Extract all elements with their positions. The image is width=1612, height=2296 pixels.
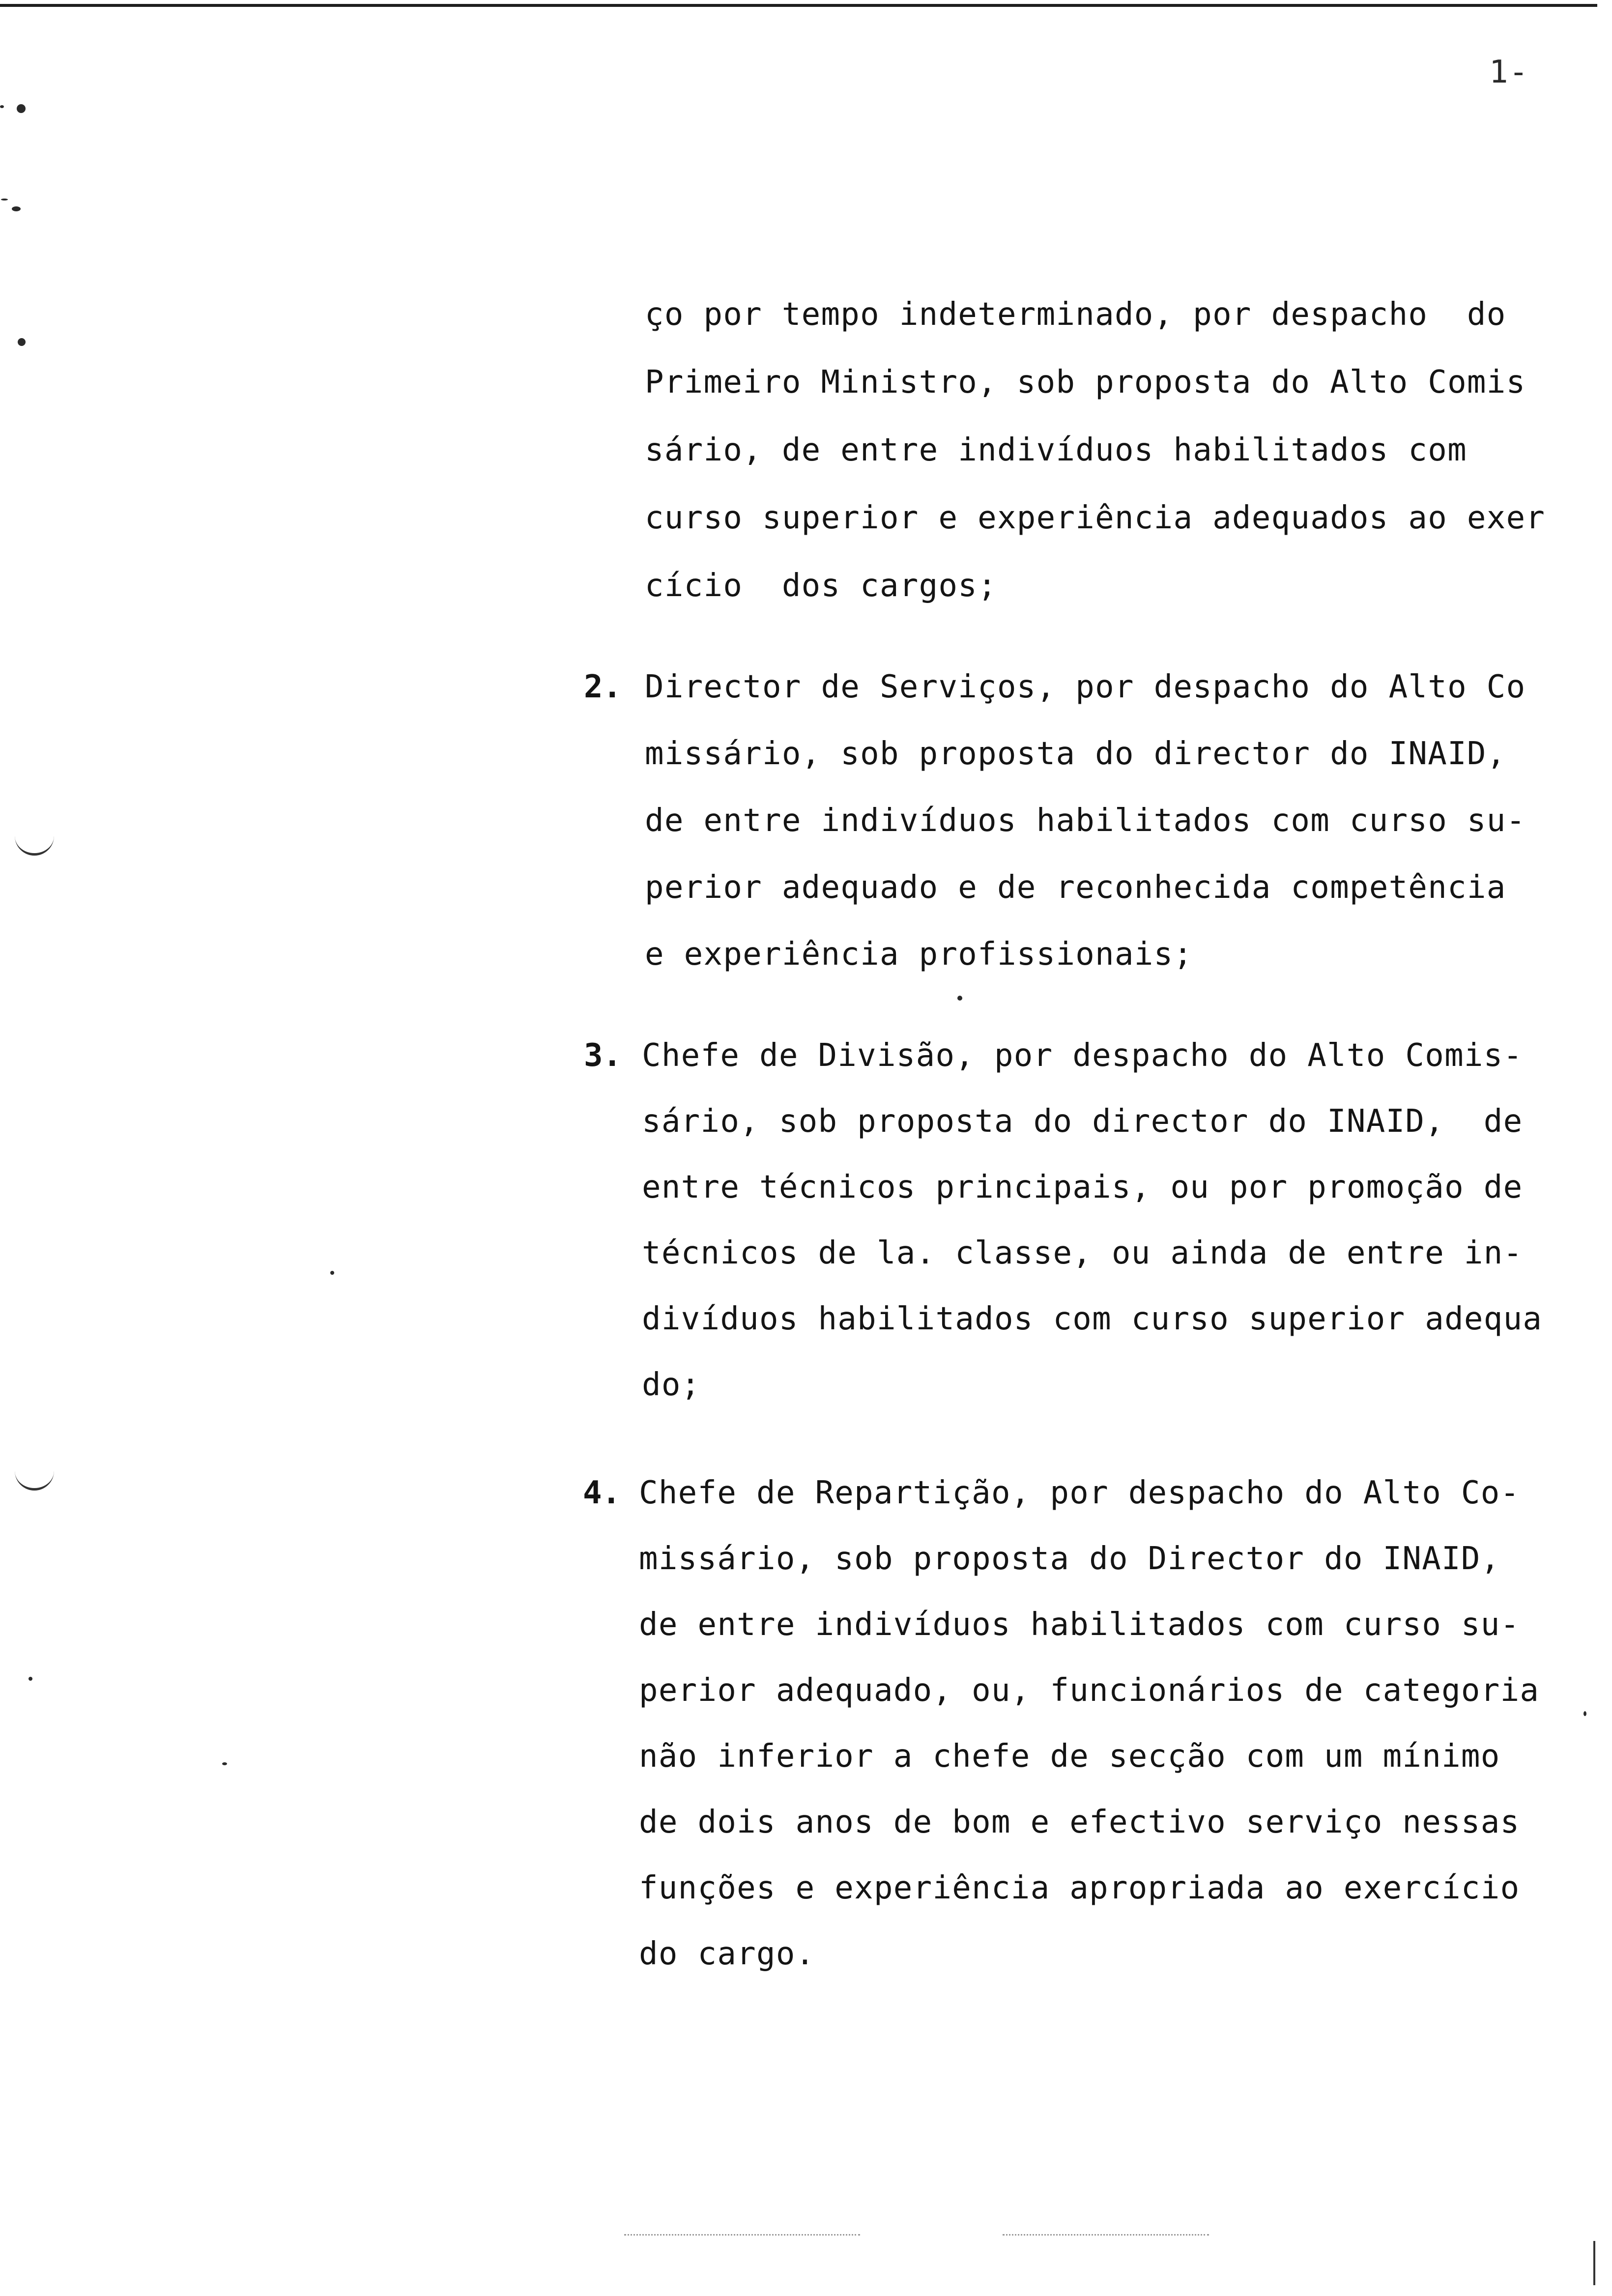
text-line: missário, sob proposta do Director do INAID, — [639, 1541, 1500, 1577]
top-rule — [0, 4, 1597, 7]
scan-speck — [1, 199, 8, 201]
punch-hole-mark — [15, 824, 54, 856]
margin-mark — [1593, 2241, 1595, 2285]
text-line: de dois anos de bom e efectivo serviço nessas — [639, 1804, 1520, 1840]
text-line: não inferior a chefe de secção com um mínimo — [639, 1738, 1500, 1775]
text-line: Chefe de Repartição, por despacho do Alto Co- — [639, 1475, 1520, 1511]
scan-speck — [12, 206, 21, 211]
text-line: de entre indivíduos habilitados com curso su- — [639, 1607, 1520, 1643]
text-line: do; — [642, 1367, 701, 1403]
scan-speck — [222, 1762, 227, 1765]
scan-speck — [1583, 1711, 1586, 1716]
page-number: 1‑ — [1489, 54, 1529, 90]
item-number: 3. — [584, 1037, 622, 1074]
scan-speck — [17, 104, 26, 113]
text-line: Director de Serviços, por despacho do Alto Co — [645, 669, 1526, 705]
text-line: sário, de entre indivíduos habilitados com — [645, 432, 1467, 468]
text-line: funções e experiência apropriada ao exercício — [639, 1870, 1520, 1906]
text-line: entre técnicos principais, ou por promoção de — [642, 1169, 1523, 1205]
scan-noise — [624, 2234, 860, 2237]
text-line: missário, sob proposta do director do INAID, — [645, 736, 1506, 772]
text-line: perior adequado, ou, funcionários de categoria — [639, 1672, 1540, 1709]
punch-hole-mark — [15, 1459, 54, 1491]
scan-speck — [29, 1677, 32, 1681]
text-line: sário, sob proposta do director do INAID, de — [642, 1103, 1523, 1140]
text-line: ço por tempo indeterminado, por despacho do — [645, 296, 1506, 333]
scan-speck — [0, 105, 4, 108]
text-line: e experiência profissionais; — [645, 936, 1193, 973]
scan-speck — [957, 996, 962, 1001]
text-line: perior adequado e de reconhecida competência — [645, 869, 1506, 906]
item-number: 4. — [583, 1475, 621, 1511]
text-line: de entre indivíduos habilitados com curso su- — [645, 803, 1526, 839]
text-line: divíduos habilitados com curso superior adequa — [642, 1301, 1543, 1337]
text-line: cício dos cargos; — [645, 568, 997, 604]
scan-speck — [18, 338, 26, 346]
text-line: curso superior e experiência adequados ao exer — [645, 500, 1546, 536]
scan-speck — [330, 1271, 334, 1275]
item-number: 2. — [584, 669, 622, 705]
text-line: Primeiro Ministro, sob proposta do Alto Comis — [645, 364, 1526, 401]
text-line: técnicos de la. classe, ou ainda de entre in- — [642, 1235, 1523, 1271]
text-line: Chefe de Divisão, por despacho do Alto Comis- — [642, 1037, 1523, 1074]
text-line: do cargo. — [639, 1936, 815, 1972]
scan-noise — [1003, 2234, 1209, 2237]
